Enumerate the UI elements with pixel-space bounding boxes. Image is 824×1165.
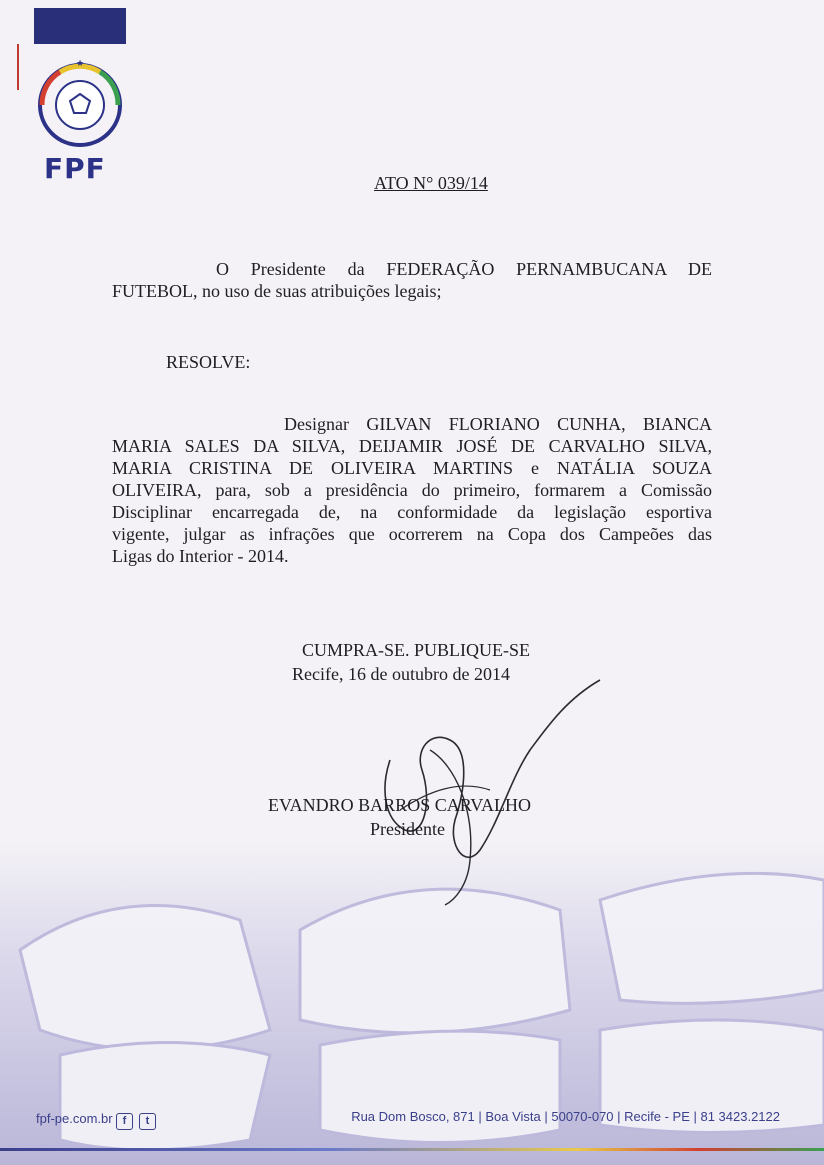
fpf-logo-text: FPF	[44, 152, 106, 185]
signer-title: Presidente	[370, 819, 445, 839]
resolve-heading: RESOLVE:	[166, 352, 251, 372]
footer-address: Rua Dom Bosco, 871 | Boa Vista | 50070-070 | Recife - PE | 81 3423.2122	[351, 1109, 780, 1124]
body-line: MARIA SALES DA SILVA, DEIJAMIR JOSÉ DE CARVALHO SILVA,	[112, 436, 712, 456]
fpf-logo-emblem	[30, 58, 130, 158]
intro-paragraph	[112, 258, 712, 302]
body-line: MARIA CRISTINA DE OLIVEIRA MARTINS e NATÁLIA SOUZA	[112, 458, 712, 478]
intro-line-1: O Presidente da FEDERAÇÃO PERNAMBUCANA DE	[216, 259, 712, 279]
body-line: OLIVEIRA, para, sob a presidência do primeiro, formarem a Comissão	[112, 480, 712, 500]
handwritten-signature	[360, 670, 610, 910]
social-icons	[116, 1111, 158, 1130]
body-line: vigente, julgar as infrações que ocorrerem na Copa dos Campeões das	[112, 524, 712, 544]
svg-text:★: ★	[75, 59, 85, 69]
body-line: Disciplinar encarregada de, na conformidade da legislação esportiva	[112, 502, 712, 522]
facebook-icon[interactable]: f	[116, 1113, 133, 1130]
footer-website[interactable]: fpf-pe.com.br	[36, 1111, 113, 1126]
closing-statement: CUMPRA-SE. PUBLIQUE-SE	[302, 640, 531, 660]
document-title: ATO N° 039/14	[374, 173, 488, 193]
intro-line-2: FUTEBOL, no uso de suas atribuições legais;	[112, 281, 442, 301]
corner-tab	[34, 8, 126, 44]
body-line: Designar GILVAN FLORIANO CUNHA, BIANCA	[284, 414, 712, 434]
body-line: Ligas do Interior - 2014.	[112, 546, 289, 566]
twitter-icon[interactable]: t	[139, 1113, 156, 1130]
signer-name: EVANDRO BARROS CARVALHO	[268, 795, 531, 815]
place-date: Recife, 16 de outubro de 2014	[292, 664, 510, 684]
margin-mark	[17, 44, 19, 90]
body-paragraph	[112, 413, 712, 567]
footer-color-stripe	[0, 1148, 824, 1151]
